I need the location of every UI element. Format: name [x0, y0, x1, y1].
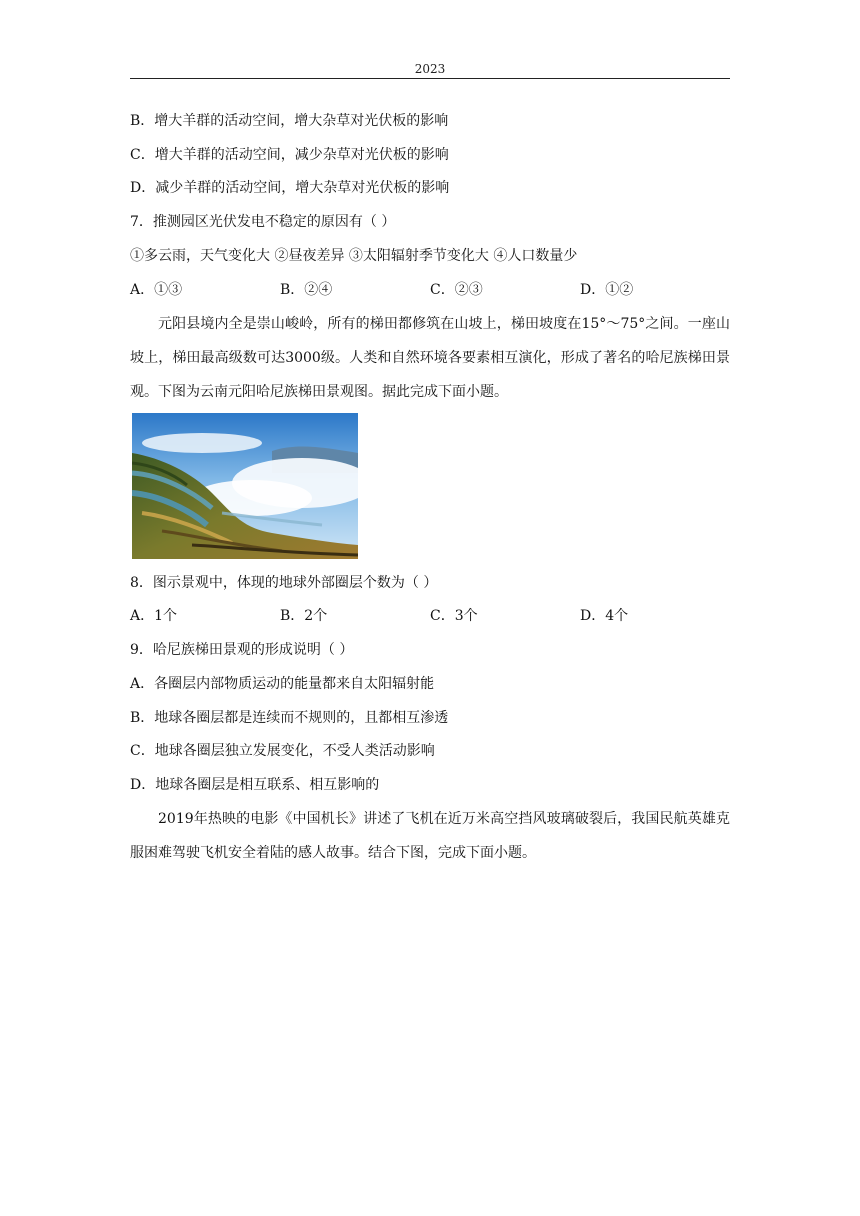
terrace-landscape-photo [132, 413, 358, 559]
q8-stem: 8．图示景观中，体现的地球外部圈层个数为（ ） [130, 575, 438, 591]
q8-option-a: A．1个 [130, 608, 178, 624]
q7-option-a: A．①③ [130, 282, 183, 298]
q6-option-d: D．减少羊群的活动空间，增大杂草对光伏板的影响 [130, 180, 450, 196]
q7-option-c: C．②③ [430, 282, 483, 298]
q6-option-b: B．增大羊群的活动空间，增大杂草对光伏板的影响 [130, 113, 449, 129]
passage-terraces: 元阳县境内全是崇山峻岭，所有的梯田都修筑在山坡上，梯田坡度在15°～75°之间。一座山坡上，梯田最高级数可达3000级。人类和自然环境各要素相互演化，形成了著名的哈尼族梯田景观。下图为云南元阳哈尼族梯田景观图。据此完成下面小题。 [130, 316, 730, 400]
q7-option-d: D．①② [580, 282, 634, 298]
page-header-year: 2023 [414, 62, 446, 76]
q9-option-b: B．地球各圈层都是连续而不规则的，且都相互渗透 [130, 710, 449, 726]
q8-option-d: D．4个 [580, 608, 629, 624]
q9-option-d: D．地球各圈层是相互联系、相互影响的 [130, 777, 380, 793]
q7-option-b: B．②④ [280, 282, 333, 298]
header-rule [130, 78, 730, 79]
q7-items: ①多云雨，天气变化大 ②昼夜差异 ③太阳辐射季节变化大 ④人口数量少 [130, 248, 578, 264]
q7-stem: 7．推测园区光伏发电不稳定的原因有（ ） [130, 214, 396, 230]
q6-option-c: C．增大羊群的活动空间，减少杂草对光伏板的影响 [130, 147, 449, 163]
q9-option-a: A．各圈层内部物质运动的能量都来自太阳辐射能 [130, 676, 435, 692]
passage-captain: 2019年热映的电影《中国机长》讲述了飞机在近万米高空挡风玻璃破裂后，我国民航英雄克服困难驾驶飞机安全着陆的感人故事。结合下图，完成下面小题。 [130, 811, 730, 861]
q9-option-c: C．地球各圈层独立发展变化，不受人类活动影响 [130, 743, 435, 759]
q8-option-c: C．3个 [430, 608, 478, 624]
q8-option-b: B．2个 [280, 608, 328, 624]
q9-stem: 9．哈尼族梯田景观的形成说明（ ） [130, 642, 354, 658]
